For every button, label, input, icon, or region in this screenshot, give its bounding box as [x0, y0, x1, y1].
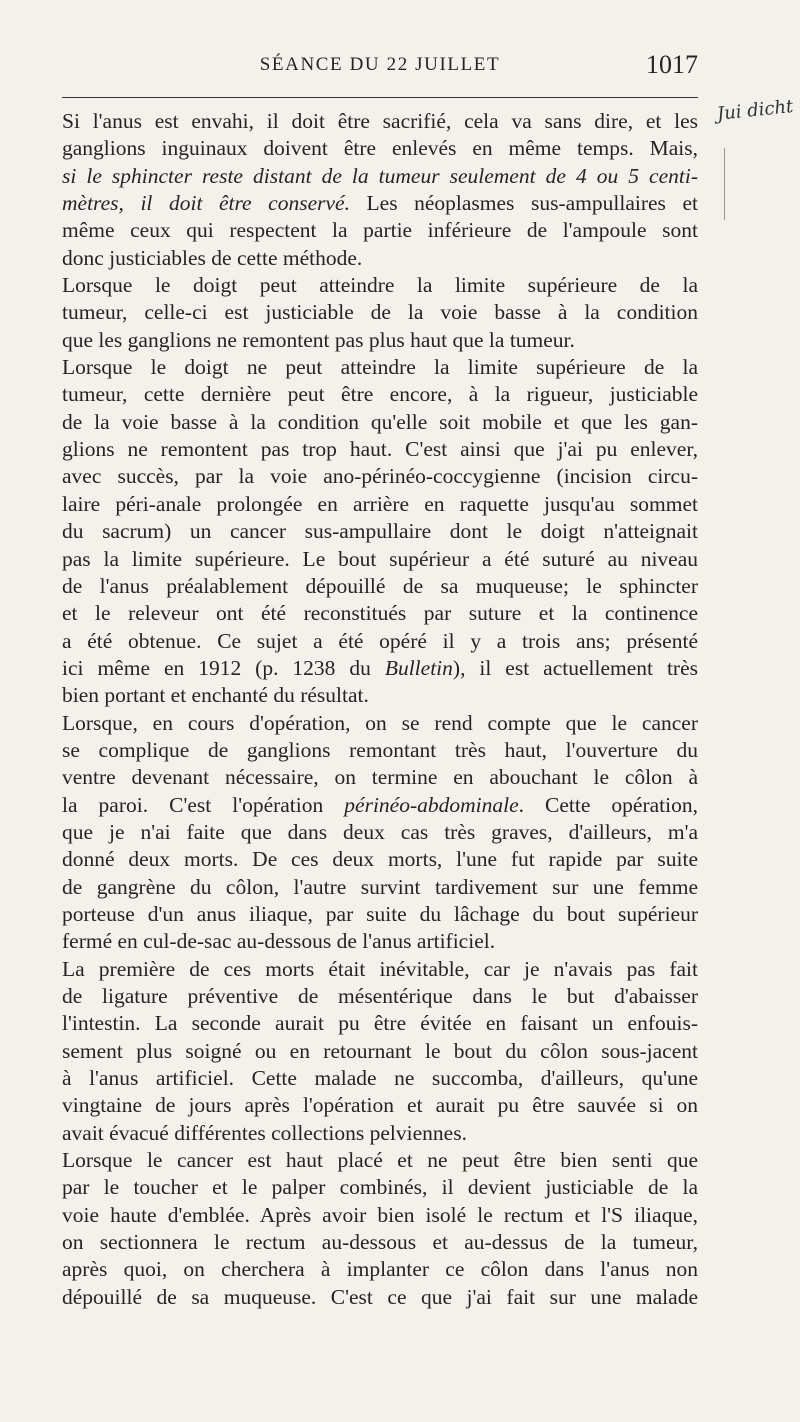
text-line	[62, 1256, 698, 1283]
text-segment: se complique de ganglions remontant très haut, l'ouverture du	[62, 737, 698, 762]
italic-text: Bulletin	[384, 655, 453, 680]
text-segment: sement plus soigné ou en retournant le bout du côlon sous-jacent	[62, 1038, 698, 1063]
text-segment: Les néoplasmes sus-ampullaires et	[349, 191, 699, 216]
text-line	[62, 518, 698, 545]
text-line	[62, 463, 698, 490]
text-segment: dépouillé de sa muqueuse. C'est ce que j'ai fait sur une malade	[62, 1284, 698, 1309]
text-segment: on sectionnera le rectum au-dessous et au-dessus de la tumeur,	[62, 1230, 698, 1255]
text-segment: ici même en 1912 (p. 1238 du	[62, 655, 385, 680]
text-segment: ganglions inguinaux doivent être enlevés en même temps. Mais,	[62, 136, 698, 161]
text-line	[62, 436, 698, 463]
text-line	[62, 409, 698, 436]
text-line	[62, 272, 698, 299]
text-segment: de l'anus préalablement dépouillé de sa muqueuse; le sphincter	[62, 573, 698, 598]
text-segment: porteuse d'un anus iliaque, par suite du lâchage du bout supérieur	[62, 901, 698, 926]
handwritten-margin-note: Jui dicht	[716, 96, 795, 125]
text-line	[62, 600, 698, 627]
text-line	[62, 108, 698, 135]
text-line	[62, 135, 698, 162]
text-line	[62, 846, 698, 873]
running-header	[62, 50, 698, 82]
text-segment: avait évacué différentes collections pelviennes.	[62, 1120, 467, 1145]
text-segment: ventre devenant nécessaire, on termine en abouchant le côlon à	[62, 765, 698, 790]
text-line	[62, 983, 698, 1010]
text-segment: glions ne remontent pas trop haut. C'est ainsi que j'ai pu enlever,	[62, 437, 698, 462]
text-line	[62, 491, 698, 518]
text-segment: à l'anus artificiel. Cette malade ne succomba, d'ailleurs, qu'une	[62, 1066, 698, 1091]
text-segment: que je n'ai faite que dans deux cas très graves, d'ailleurs, m'a	[62, 819, 698, 844]
text-line	[62, 928, 698, 955]
text-segment: fermé en cul-de-sac au-dessous de l'anus artificiel.	[62, 929, 496, 954]
text-segment: du sacrum) un cancer sus-ampullaire dont le doigt n'atteignait	[62, 519, 698, 544]
text-segment: Lorsque le doigt ne peut atteindre la limite supérieure de la	[62, 355, 698, 380]
text-segment: l'intestin. La seconde aurait pu être évitée en faisant un enfouis-	[62, 1011, 698, 1036]
text-line	[62, 655, 698, 682]
text-line	[62, 1120, 698, 1147]
text-line	[62, 1284, 698, 1311]
text-line	[62, 901, 698, 928]
text-segment: a été obtenue. Ce sujet a été opéré il y a trois ans; présenté	[62, 628, 698, 653]
text-segment: que les ganglions ne remontent pas plus haut que la tumeur.	[62, 327, 575, 352]
text-segment: . Cette opération,	[518, 792, 698, 817]
text-line	[62, 792, 698, 819]
text-line	[62, 682, 698, 709]
text-line	[62, 874, 698, 901]
text-line	[62, 354, 698, 381]
text-segment: tumeur, cette dernière peut être encore, à la rigueur, justiciable	[62, 382, 698, 407]
text-line	[62, 764, 698, 791]
text-line	[62, 1202, 698, 1229]
text-line	[62, 1038, 698, 1065]
text-segment: Lorsque, en cours d'opération, on se rend compte que le cancer	[62, 710, 698, 735]
text-segment: donc justiciables de cette méthode.	[62, 245, 363, 270]
text-segment: La première de ces morts était inévitable, car je n'avais pas fait	[62, 956, 698, 981]
body-text	[62, 108, 698, 1311]
text-line	[62, 245, 698, 272]
text-line	[62, 327, 698, 354]
text-segment: Si l'anus est envahi, il doit être sacrifié, cela va sans dire, et les	[62, 109, 698, 133]
text-line	[62, 546, 698, 573]
text-line	[62, 1174, 698, 1201]
text-line	[62, 956, 698, 983]
text-segment: de gangrène du côlon, l'autre survint tardivement sur une femme	[62, 874, 698, 899]
text-line	[62, 1147, 698, 1174]
text-segment: bien portant et enchanté du résultat.	[62, 683, 369, 708]
italic-text: périnéo-abdominale	[344, 792, 519, 817]
text-segment: de ligature préventive de mésentérique dans le but d'abaisser	[62, 984, 698, 1008]
italic-text: mètres, il doit être conservé.	[62, 191, 350, 216]
margin-mark	[724, 148, 725, 220]
text-line	[62, 737, 698, 764]
text-line	[62, 710, 698, 737]
text-segment: laire péri-anale prolongée en arrière en raquette jusqu'au sommet	[62, 491, 698, 516]
header-title: SÉANCE DU 22 JUILLET	[259, 54, 501, 75]
text-line	[62, 217, 698, 244]
text-segment: Lorsque le doigt peut atteindre la limite supérieure de la	[62, 273, 698, 298]
text-segment: vingtaine de jours après l'opération et aurait pu être sauvée si on	[62, 1093, 698, 1118]
text-line	[62, 163, 698, 190]
text-line	[62, 1065, 698, 1092]
text-segment: de la voie basse à la condition qu'elle soit mobile et que les gan-	[62, 409, 698, 434]
text-segment: la paroi. C'est l'opération	[62, 792, 345, 817]
text-line	[62, 299, 698, 326]
text-segment: Lorsque le cancer est haut placé et ne peut être bien senti que	[62, 1148, 698, 1173]
text-line	[62, 628, 698, 655]
text-line	[62, 573, 698, 600]
text-line	[62, 1092, 698, 1119]
text-line	[62, 1010, 698, 1037]
text-segment: pas la limite supérieure. Le bout supérieur a été suturé au niveau	[62, 546, 698, 571]
text-segment: ), il est actuellement très	[452, 655, 698, 680]
text-segment: voie haute d'emblée. Après avoir bien isolé le rectum et l'S iliaque,	[62, 1202, 698, 1227]
text-segment: avec succès, par la voie ano-périnéo-coccygienne (incision circu-	[62, 464, 698, 489]
text-segment: même ceux qui respectent la partie inférieure de l'ampoule sont	[62, 218, 698, 243]
header-rule	[62, 97, 698, 98]
text-segment: tumeur, celle-ci est justiciable de la voie basse à la condition	[62, 300, 698, 325]
text-segment: et le releveur ont été reconstitués par suture et la continence	[62, 601, 698, 626]
text-line	[62, 819, 698, 846]
text-segment: par le toucher et le palper combinés, il devient justiciable de la	[62, 1175, 698, 1200]
text-line	[62, 1229, 698, 1256]
text-segment: après quoi, on cherchera à implanter ce côlon dans l'anus non	[62, 1257, 698, 1282]
text-segment: donné deux morts. De ces deux morts, l'une fut rapide par suite	[62, 847, 698, 872]
italic-text: si le sphincter reste distant de la tumeur seulement de 4 ou 5 centi-	[62, 163, 698, 188]
text-line	[62, 190, 698, 217]
page-number: 1017	[646, 50, 698, 79]
text-line	[62, 381, 698, 408]
